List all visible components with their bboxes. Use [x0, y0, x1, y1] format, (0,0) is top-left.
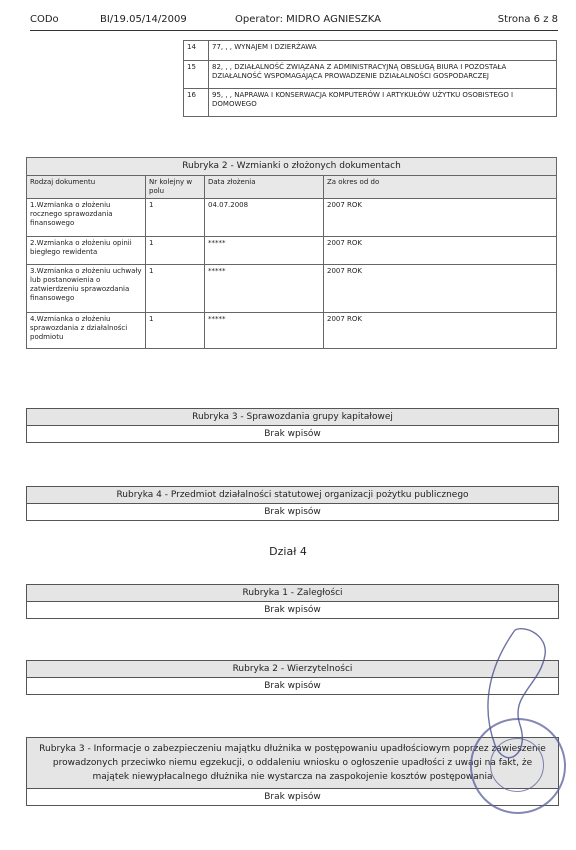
- cell: 04.07.2008: [205, 199, 324, 237]
- section-title: Rubryka 1 - Zaległości: [27, 585, 558, 602]
- section-d4-rubryka-1: [26, 584, 559, 619]
- cell: *****: [205, 313, 324, 349]
- activity-text: 95, , , NAPRAWA I KONSERWACJA KOMPUTERÓW I ARTYKUŁÓW UŻYTKU OSOBISTEGO I DOMOWEGO: [209, 89, 557, 117]
- activities-table: [183, 40, 557, 117]
- cell: 1: [146, 313, 205, 349]
- activity-text: 77, , , WYNAJEM I DZIERŻAWA: [209, 41, 557, 61]
- table-row: [27, 237, 557, 265]
- operator: Operator: MIDRO AGNIESZKA: [235, 14, 381, 25]
- signature: [470, 625, 560, 775]
- cell: 1: [146, 237, 205, 265]
- section-title: Rubryka 3 - Sprawozdania grupy kapitałowej: [27, 409, 558, 426]
- row-number: 14: [184, 41, 209, 61]
- cell: 2.Wzmianka o złożeniu opinii biegłego rewidenta: [27, 237, 146, 265]
- table-row: [27, 313, 557, 349]
- column-header: Rodzaj dokumentu: [27, 176, 146, 199]
- column-header: Data złożenia: [205, 176, 324, 199]
- page-header: [30, 14, 558, 31]
- documents-table: [26, 157, 557, 349]
- cell: 1: [146, 199, 205, 237]
- section-body: Brak wpisów: [264, 792, 321, 802]
- cell: 4.Wzmianka o złożeniu sprawozdania z działalności podmiotu: [27, 313, 146, 349]
- table-row: [184, 41, 557, 61]
- cell: 3.Wzmianka o złożeniu uchwały lub postanowienia o zatwierdzeniu sprawozdania finansowego: [27, 265, 146, 313]
- row-number: 16: [184, 89, 209, 117]
- doc-reference: BI/19.05/14/2009: [100, 14, 187, 25]
- cell: 2007 ROK: [324, 199, 557, 237]
- column-header: Nr kolejny w polu: [146, 176, 205, 199]
- cell: 2007 ROK: [324, 313, 557, 349]
- table-row: [184, 61, 557, 89]
- section-rubryka-4: [26, 486, 559, 521]
- section-body: Brak wpisów: [264, 605, 321, 615]
- doc-code: CODo: [30, 14, 59, 25]
- section-body: Brak wpisów: [264, 507, 321, 517]
- table-row: [184, 89, 557, 117]
- cell: *****: [205, 265, 324, 313]
- section-title: Rubryka 4 - Przedmiot działalności statutowej organizacji pożytku publicznego: [27, 487, 558, 504]
- column-header: Za okres od do: [324, 176, 557, 199]
- section-rubryka-3: [26, 408, 559, 443]
- section-body: Brak wpisów: [264, 429, 321, 439]
- section-body: Brak wpisów: [264, 681, 321, 691]
- cell: *****: [205, 237, 324, 265]
- cell: 2007 ROK: [324, 265, 557, 313]
- activity-text: 82, , , DZIAŁALNOŚĆ ZWIĄZANA Z ADMINISTRACYJNĄ OBSŁUGĄ BIURA I POZOSTAŁA DZIAŁALNOŚĆ WSPOMAGAJĄCA PROWADZENIE DZIAŁALNOŚCI GOSPODARCZEJ: [209, 61, 557, 89]
- table-row: [27, 199, 557, 237]
- cell: 2007 ROK: [324, 237, 557, 265]
- section-title: Rubryka 2 - Wzmianki o złożonych dokumentach: [27, 158, 557, 176]
- section-title: Rubryka 3 - Informacje o zabezpieczeniu majątku dłużnika w postępowaniu upadłościowym poprzez zawieszenie prowadzonych przeciwko niemu egzekucji, o oddaleniu wniosku o ogłoszenie upadłości z uwagi na fakt, że majątek niewypłacalnego dłużnika nie wystarcza na zaspokojenie kosztów postępowania: [27, 738, 558, 789]
- table-row: [27, 265, 557, 313]
- cell: 1: [146, 265, 205, 313]
- cell: 1.Wzmianka o złożeniu rocznego sprawozdania finansowego: [27, 199, 146, 237]
- page-number: Strona 6 z 8: [497, 14, 558, 25]
- row-number: 15: [184, 61, 209, 89]
- section-title: Rubryka 2 - Wierzytelności: [27, 661, 558, 678]
- division-heading: Dział 4: [269, 545, 307, 558]
